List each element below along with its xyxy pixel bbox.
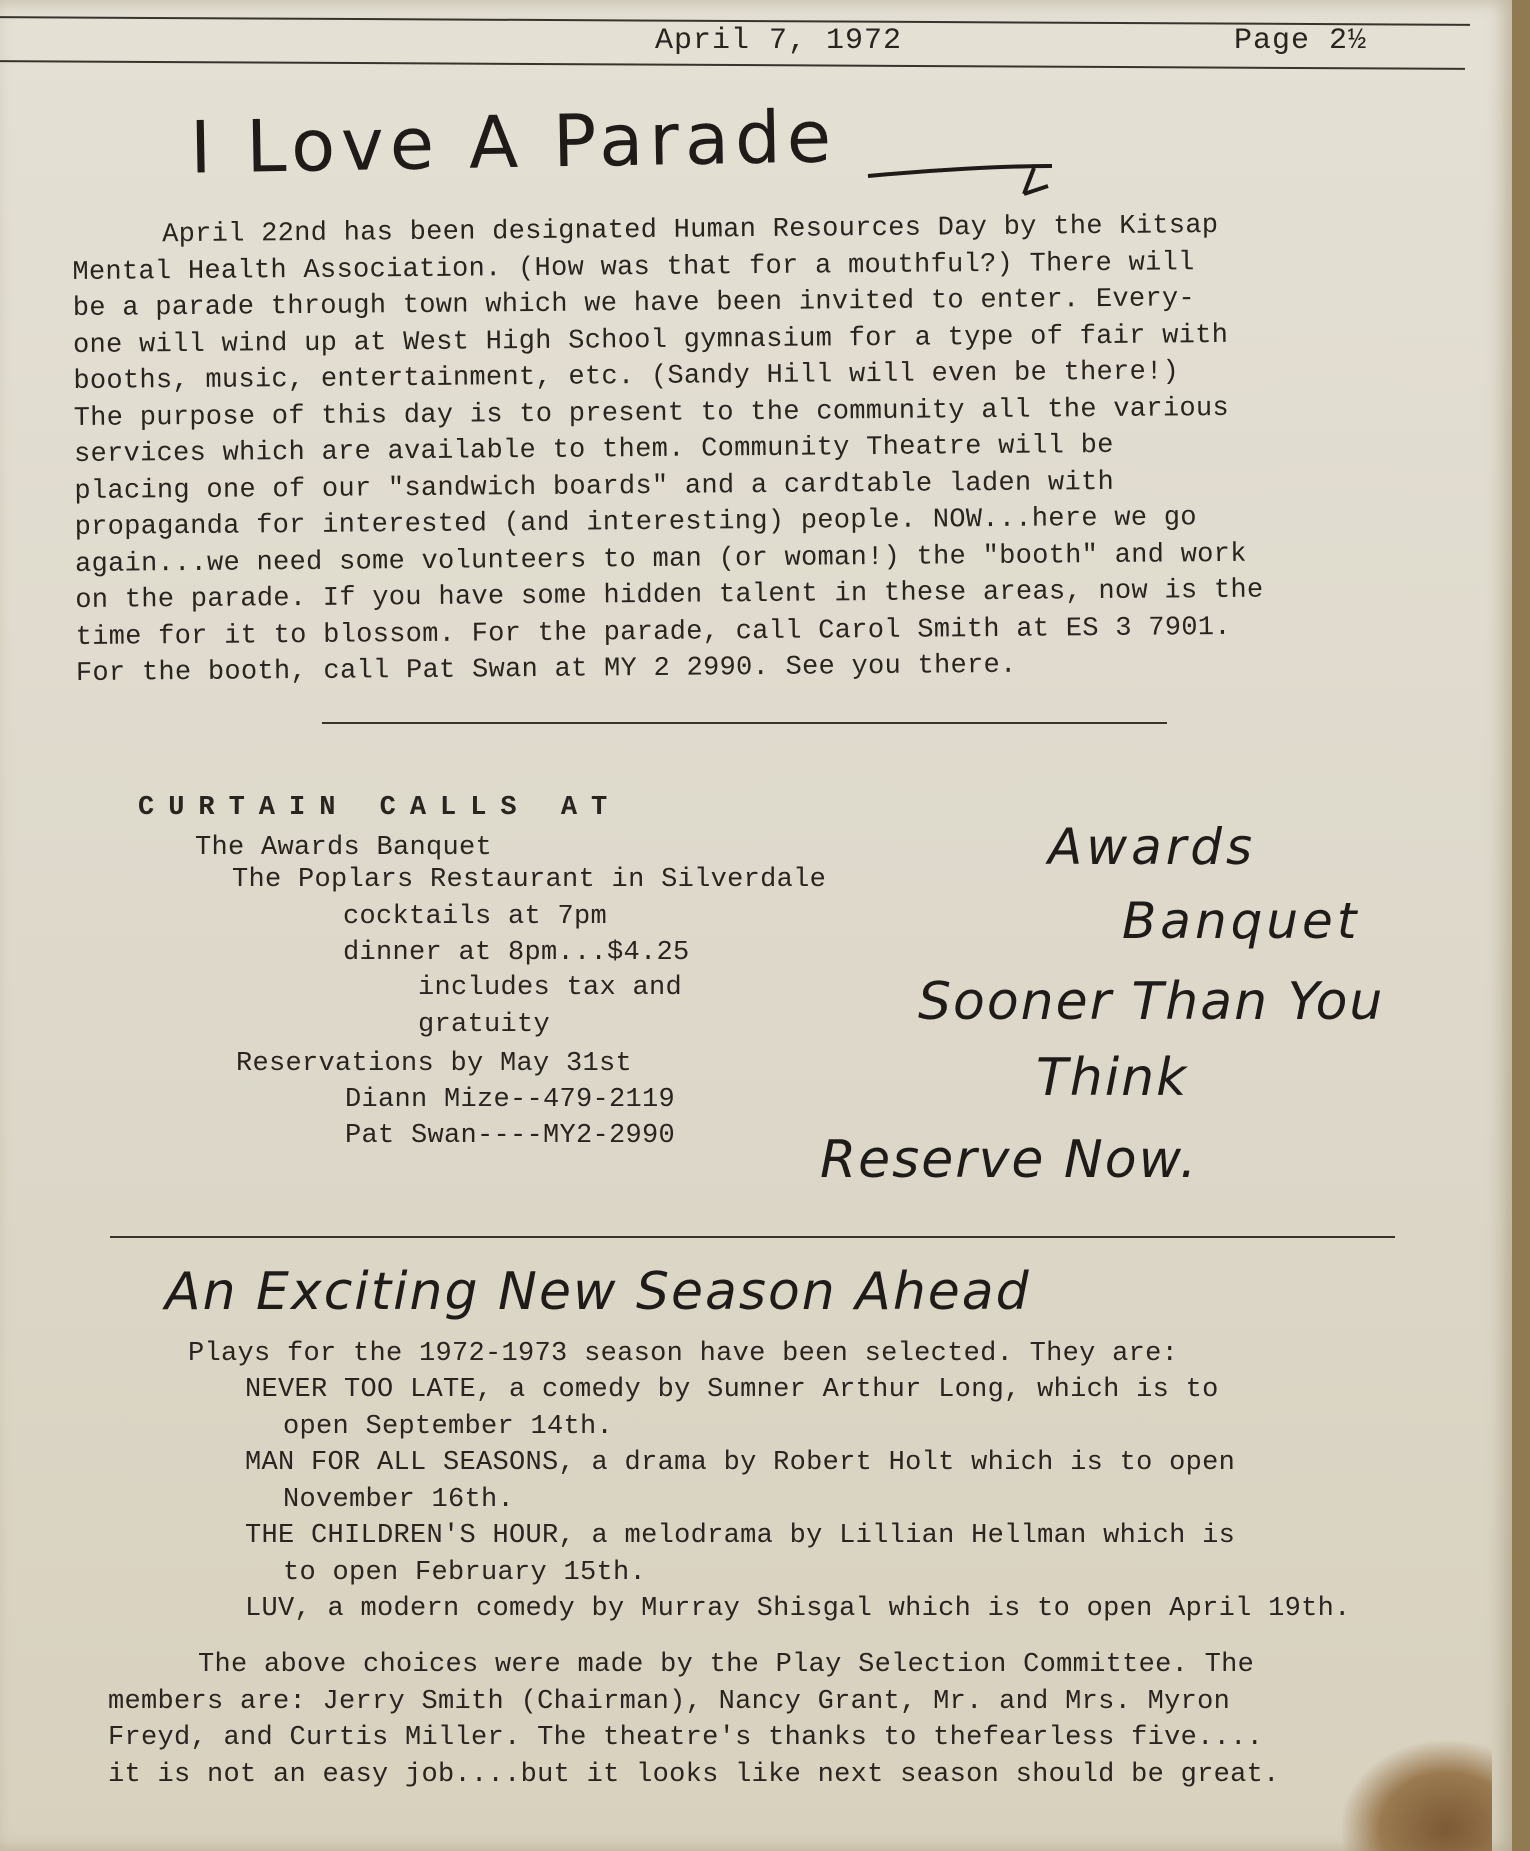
play-2-line-1: MAN FOR ALL SEASONS, a drama by Robert Holt which is to open — [245, 1448, 1236, 1478]
play-list — [245, 1372, 1351, 1628]
banquet-includes: includes tax and — [418, 973, 683, 1003]
handwritten-think: Think — [1036, 1048, 1189, 1108]
parade-line-5: booths, music, entertainment, etc. (Sandy Hill will even be there!) — [73, 357, 1180, 397]
parade-line-1: April 22nd has been designated Human Resources Day by the Kitsap — [162, 210, 1219, 251]
parade-line-11: on the parade. If you have some hidden talent in these areas, now is the — [75, 575, 1264, 616]
section-divider-2 — [110, 1236, 1395, 1238]
parade-line-10: again...we need some volunteers to man (or woman!) the "booth" and work — [74, 539, 1247, 580]
torn-corner — [1342, 1741, 1492, 1851]
banquet-dinner: dinner at 8pm...$4.25 — [343, 938, 690, 968]
parade-line-6: The purpose of this day is to present to the community all the various — [73, 393, 1230, 434]
parade-line-9: propaganda for interested (and interesting) people. NOW...here we go — [74, 503, 1197, 543]
header-page-number: Page 2½ — [1234, 24, 1368, 58]
banquet-contact-1: Diann Mize--479-2119 — [345, 1085, 676, 1115]
parade-line-3: be a parade through town which we have been invited to enter. Every- — [72, 284, 1196, 324]
banquet-cocktails: cocktails at 7pm — [343, 902, 608, 932]
parade-line-4: one will wind up at West High School gymnasium for a type of fair with — [72, 320, 1229, 361]
banquet-contact-2: Pat Swan----MY2-2990 — [345, 1121, 676, 1151]
play-4-line-1: LUV, a modern comedy by Murray Shisgal which is to open April 19th. — [245, 1594, 1351, 1624]
play-1-line-1: NEVER TOO LATE, a comedy by Sumner Arthur Long, which is to — [245, 1375, 1219, 1405]
handwritten-awards: Awards — [1048, 818, 1257, 876]
banquet-reservations: Reservations by May 31st — [236, 1049, 633, 1079]
season-intro: Plays for the 1972-1973 season have been selected. They are: — [188, 1339, 1179, 1369]
parade-line-7: services which are available to them. Community Theatre will be — [73, 430, 1114, 470]
header-bottom-rule — [0, 60, 1465, 70]
closing-line-4: it is not an easy job....but it looks like next season should be great. — [108, 1759, 1280, 1790]
handwritten-sooner: Sooner Than You — [918, 972, 1385, 1032]
banquet-venue: The Poplars Restaurant in Silverdale — [232, 865, 827, 895]
closing-line-1: The above choices were made by the Play Selection Committee. The — [198, 1650, 1255, 1680]
season-title: An Exciting New Season Ahead — [165, 1262, 1031, 1322]
play-2-line-2: November 16th. — [283, 1484, 515, 1515]
parade-line-13: For the booth, call Pat Swan at MY 2 2990. See you there. — [75, 650, 1017, 689]
play-3-line-1: THE CHILDREN'S HOUR, a melodrama by Lillian Hellman which is — [245, 1521, 1236, 1551]
closing-line-3: Freyd, and Curtis Miller. The theatre's thanks to thefearless five.... — [108, 1723, 1264, 1753]
play-3-line-2: to open February 15th. — [283, 1557, 647, 1588]
parade-title: I Love A Parade — [189, 94, 838, 190]
arrow-down-right-icon — [862, 158, 1062, 208]
banquet-event: The Awards Banquet — [195, 833, 493, 863]
parade-line-12: time for it to blossom. For the parade, call Carol Smith at ES 3 7901. — [75, 612, 1231, 653]
handwritten-banquet: Banquet — [1122, 892, 1361, 950]
parade-article — [72, 208, 1264, 693]
play-1-line-2: open September 14th. — [283, 1411, 614, 1442]
season-closing — [108, 1647, 1280, 1793]
curtain-calls-heading: CURTAIN CALLS AT — [138, 793, 622, 823]
parade-line-2: Mental Health Association. (How was that for a mouthful?) There will — [72, 247, 1195, 288]
closing-line-2: members are: Jerry Smith (Chairman), Nancy Grant, Mr. and Mrs. Myron — [108, 1686, 1231, 1717]
parade-line-8: placing one of our "sandwich boards" and a cardtable laden with — [74, 467, 1115, 507]
header-date: April 7, 1972 — [655, 24, 903, 58]
section-divider-1 — [322, 722, 1167, 724]
banquet-gratuity: gratuity — [418, 1010, 551, 1040]
handwritten-reserve: Reserve Now. — [820, 1130, 1199, 1190]
